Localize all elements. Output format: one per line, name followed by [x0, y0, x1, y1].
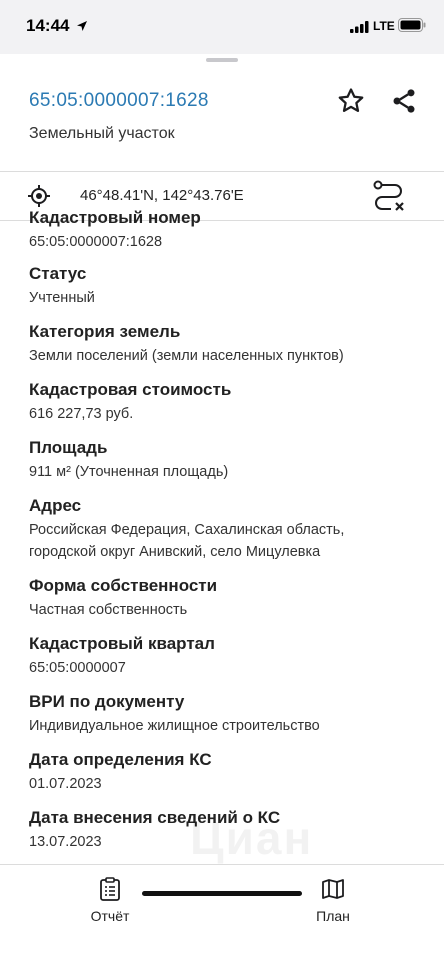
field-label: Дата внесения сведений о КС: [29, 808, 281, 827]
field-label: Кадастровый квартал: [29, 634, 215, 653]
details-list[interactable]: [0, 208, 444, 864]
field-value: 13.07.2023: [29, 834, 102, 850]
home-indicator[interactable]: [142, 891, 302, 896]
favorite-button[interactable]: [334, 84, 368, 118]
star-icon: [336, 86, 366, 116]
tab-bar: [0, 865, 444, 960]
bottom-sheet: [0, 54, 444, 960]
tab-report[interactable]: [70, 877, 150, 924]
location-arrow-icon: [76, 19, 88, 37]
field-cadastral-quarter: [29, 633, 429, 679]
field-cadastral-value: [29, 379, 429, 425]
field-cadastral-number: [29, 229, 429, 253]
field-label: Категория земель: [29, 322, 181, 341]
route-icon[interactable]: [371, 179, 407, 218]
map-icon: [293, 877, 373, 901]
battery-icon: [398, 18, 426, 37]
cian-watermark: Циан: [190, 812, 314, 864]
field-label: Дата определения КС: [29, 750, 212, 769]
field-value: Частная собственность: [29, 602, 188, 618]
field-label: ВРИ по документу: [29, 692, 185, 711]
field-address: [29, 495, 399, 563]
field-ownership-form: [29, 575, 429, 621]
field-value: 65:05:0000007:1628: [29, 234, 163, 250]
report-icon: [70, 877, 150, 901]
field-area: [29, 437, 429, 483]
sheet-grabber[interactable]: [206, 58, 238, 62]
field-status: [29, 263, 429, 309]
share-icon: [390, 87, 418, 115]
object-type: Земельный участок: [29, 125, 175, 142]
field-label: Площадь: [29, 438, 108, 457]
field-value: 01.07.2023: [29, 776, 102, 792]
field-label: Адрес: [29, 496, 82, 515]
field-label-cadastral-number: Кадастровый номер: [29, 208, 201, 227]
field-value: 911 м² (Уточненная площадь): [29, 464, 229, 480]
field-land-category: [29, 321, 429, 367]
field-valuation-date: [29, 749, 429, 795]
status-bar: [0, 0, 444, 54]
status-time: 14:44: [26, 16, 70, 35]
field-value: Российская Федерация, Сахалинская область, городской округ Анивский, село Мицулевка: [29, 522, 345, 560]
tab-plan[interactable]: [293, 877, 373, 924]
field-permitted-use: [29, 691, 429, 737]
field-value: Учтенный: [29, 290, 95, 306]
tab-label: Отчёт: [90, 908, 130, 924]
tab-label: План: [316, 908, 350, 924]
network-type: LTE: [373, 19, 395, 33]
field-label: Форма собственности: [29, 576, 218, 595]
field-label: Статус: [29, 264, 87, 283]
field-value: Индивидуальное жилищное строительство: [29, 718, 320, 734]
field-value: 65:05:0000007: [29, 660, 126, 676]
cadastral-number-title[interactable]: 65:05:0000007:1628: [29, 90, 209, 111]
field-value: 616 227,73 руб.: [29, 406, 134, 422]
coordinates-text[interactable]: 46°48.41'N, 142°43.76'E: [80, 187, 244, 204]
field-label: Кадастровая стоимость: [29, 380, 232, 399]
field-value: Земли поселений (земли населенных пунктов): [29, 348, 344, 364]
share-button[interactable]: [387, 84, 421, 118]
signal-icon: [350, 20, 370, 38]
